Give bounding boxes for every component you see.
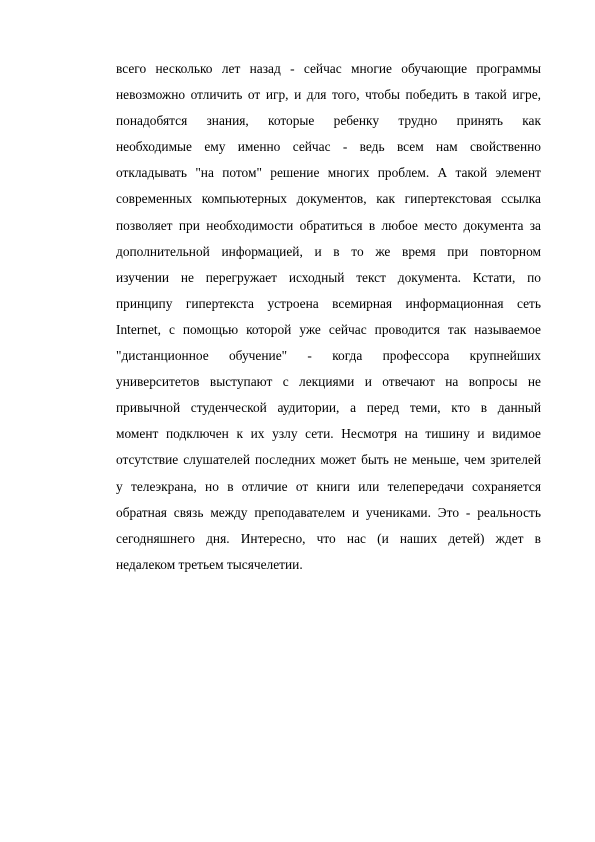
text-line: университетов выступают с лекциями и отвечают на вопросы не <box>116 374 541 390</box>
text-line: привычной студенческой аудитории, а перед теми, кто в данный <box>116 400 541 416</box>
text-line: обратная связь между преподавателем и учениками. Это - реальность <box>116 504 541 520</box>
text-line: отсутствие слушателей последних может быть не меньше, чем зрителей <box>116 452 541 468</box>
text-line: откладывать "на потом" решение многих проблем. А такой элемент <box>116 165 541 181</box>
text-line: момент подключен к их узлу сети. Несмотря на тишину и видимое <box>116 426 541 442</box>
text-line: всего несколько лет назад - сейчас многие обучающие программы <box>116 61 541 76</box>
text-line: "дистанционное обучение" - когда профессора крупнейших <box>116 348 541 364</box>
body-paragraph <box>116 56 541 578</box>
text-line: принципу гипертекста устроена всемирная информационная сеть <box>116 295 541 311</box>
text-line: у телеэкрана, но в отличие от книги или телепередачи сохраняется <box>116 478 541 494</box>
text-line: понадобятся знания, которые ребенку трудно принять как <box>116 113 541 129</box>
text-line: недалеком третьем тысячелетии. <box>116 556 303 572</box>
text-line: современных компьютерных документов, как гипертекстовая ссылка <box>116 191 541 207</box>
text-line: необходимые ему именно сейчас - ведь всем нам свойственно <box>116 139 541 155</box>
text-line: невозможно отличить от игр, и для того, чтобы победить в такой игре, <box>116 87 541 103</box>
text-line: позволяет при необходимости обратиться в любое место документа за <box>116 217 541 233</box>
text-line: изучении не перегружает исходный текст документа. Кстати, по <box>116 269 541 285</box>
text-line: сегодняшнего дня. Интересно, что нас (и наших детей) ждет в <box>116 530 541 546</box>
text-line: дополнительной информацией, и в то же время при повторном <box>116 243 541 259</box>
text-line: Internet, с помощью которой уже сейчас проводится так называемое <box>116 321 541 337</box>
